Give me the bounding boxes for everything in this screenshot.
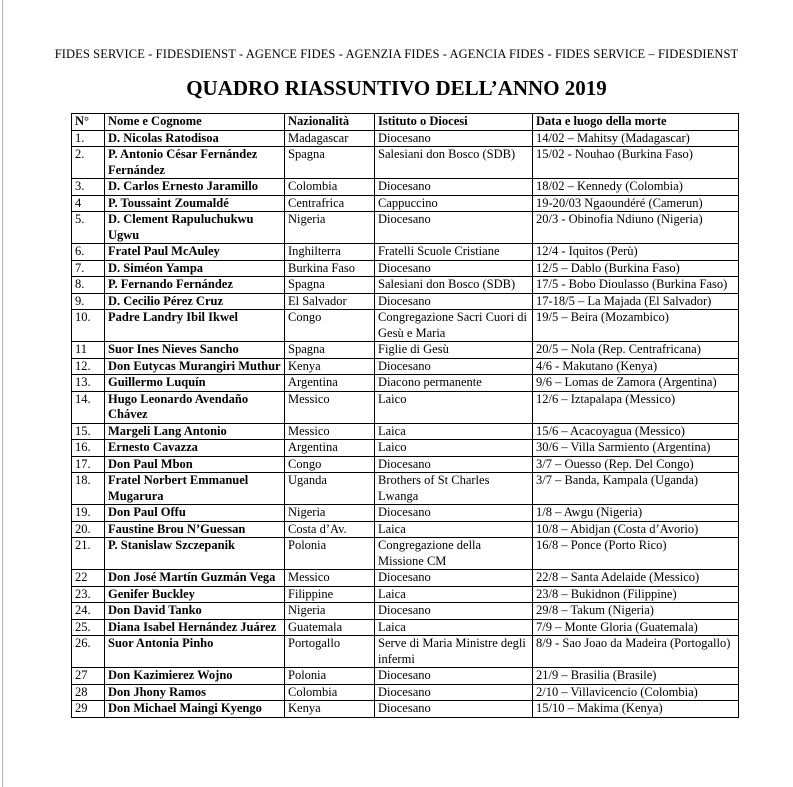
cell-institute: Laica <box>375 423 533 440</box>
column-header-nationality: Nazionalità <box>285 114 375 131</box>
table-row <box>72 244 739 261</box>
cell-nationality: Madagascar <box>285 130 375 147</box>
cell-name: Don José Martín Guzmán Vega <box>105 570 285 587</box>
cell-death: 12/5 – Dablo (Burkina Faso) <box>533 260 739 277</box>
table-row <box>72 538 739 570</box>
cell-name: Don Michael Maingi Kyengo <box>105 701 285 718</box>
cell-number: 2. <box>72 147 105 179</box>
column-header-number: N° <box>72 114 105 131</box>
cell-number: 17. <box>72 456 105 473</box>
cell-name: Don David Tanko <box>105 603 285 620</box>
cell-nationality: Polonia <box>285 538 375 570</box>
table-row <box>72 619 739 636</box>
cell-institute: Laica <box>375 619 533 636</box>
cell-nationality: Argentina <box>285 440 375 457</box>
cell-death: 17/5 - Bobo Dioulasso (Burkina Faso) <box>533 277 739 294</box>
cell-name: Don Eutycas Murangiri Muthur <box>105 358 285 375</box>
cell-death: 19-20/03 Ngaoundéré (Camerun) <box>533 195 739 212</box>
table-row <box>72 310 739 342</box>
cell-name: Don Kazimierez Wojno <box>105 668 285 685</box>
cell-death: 3/7 – Ouesso (Rep. Del Congo) <box>533 456 739 473</box>
cell-number: 7. <box>72 260 105 277</box>
cell-institute: Diocesano <box>375 358 533 375</box>
cell-nationality: Congo <box>285 456 375 473</box>
cell-death: 10/8 – Abidjan (Costa d’Avorio) <box>533 521 739 538</box>
cell-number: 23. <box>72 586 105 603</box>
cell-name: D. Nicolas Ratodisoa <box>105 130 285 147</box>
cell-death: 30/6 – Villa Sarmiento (Argentina) <box>533 440 739 457</box>
table-row <box>72 636 739 668</box>
cell-number: 8. <box>72 277 105 294</box>
cell-nationality: Spagna <box>285 277 375 294</box>
cell-institute: Diocesano <box>375 603 533 620</box>
cell-death: 17-18/5 – La Majada (El Salvador) <box>533 293 739 310</box>
cell-death: 15/02 - Nouhao (Burkina Faso) <box>533 147 739 179</box>
cell-institute: Diocesano <box>375 179 533 196</box>
cell-nationality: Nigeria <box>285 505 375 522</box>
service-line: FIDES SERVICE - FIDESDIENST - AGENCE FIDES - AGENZIA FIDES - AGENCIA FIDES - FIDES SERVICE – FIDESDIENST <box>54 47 739 61</box>
cell-institute: Congregazione della Missione CM <box>375 538 533 570</box>
cell-death: 16/8 – Ponce (Porto Rico) <box>533 538 739 570</box>
cell-nationality: Congo <box>285 310 375 342</box>
cell-institute: Diacono permanente <box>375 375 533 392</box>
cell-name: D. Carlos Ernesto Jaramillo <box>105 179 285 196</box>
cell-nationality: Centrafrica <box>285 195 375 212</box>
cell-number: 28 <box>72 684 105 701</box>
table-row <box>72 130 739 147</box>
cell-number: 16. <box>72 440 105 457</box>
cell-death: 19/5 – Beira (Mozambico) <box>533 310 739 342</box>
cell-death: 8/9 - Sao Joao da Madeira (Portogallo) <box>533 636 739 668</box>
cell-institute: Diocesano <box>375 701 533 718</box>
cell-nationality: Uganda <box>285 473 375 505</box>
cell-name: D. Clement Rapuluchukwu Ugwu <box>105 212 285 244</box>
table-row <box>72 179 739 196</box>
cell-number: 10. <box>72 310 105 342</box>
cell-nationality: Argentina <box>285 375 375 392</box>
cell-number: 1. <box>72 130 105 147</box>
column-header-institute: Istituto o Diocesi <box>375 114 533 131</box>
cell-number: 25. <box>72 619 105 636</box>
cell-name: Don Paul Mbon <box>105 456 285 473</box>
cell-name: D. Cecilio Pérez Cruz <box>105 293 285 310</box>
table-row <box>72 586 739 603</box>
cell-nationality: Polonia <box>285 668 375 685</box>
cell-number: 26. <box>72 636 105 668</box>
cell-institute: Congregazione Sacri Cuori di Gesù e Maria <box>375 310 533 342</box>
cell-name: P. Fernando Fernández <box>105 277 285 294</box>
cell-death: 15/6 – Acacoyagua (Messico) <box>533 423 739 440</box>
cell-death: 4/6 - Makutano (Kenya) <box>533 358 739 375</box>
cell-name: Don Jhony Ramos <box>105 684 285 701</box>
cell-nationality: Spagna <box>285 147 375 179</box>
cell-nationality: Colombia <box>285 684 375 701</box>
cell-name: P. Toussaint Zoumaldé <box>105 195 285 212</box>
cell-name: Padre Landry Ibil Ikwel <box>105 310 285 342</box>
table-row <box>72 440 739 457</box>
cell-number: 11 <box>72 342 105 359</box>
cell-death: 12/6 – Iztapalapa (Messico) <box>533 391 739 423</box>
cell-institute: Diocesano <box>375 130 533 147</box>
cell-death: 20/5 – Nola (Rep. Centrafricana) <box>533 342 739 359</box>
cell-death: 7/9 – Monte Gloria (Guatemala) <box>533 619 739 636</box>
cell-death: 14/02 – Mahitsy (Madagascar) <box>533 130 739 147</box>
cell-number: 29 <box>72 701 105 718</box>
cell-number: 14. <box>72 391 105 423</box>
cell-institute: Serve di Maria Ministre degli infermi <box>375 636 533 668</box>
cell-death: 20/3 - Obinofia Ndiuno (Nigeria) <box>533 212 739 244</box>
cell-name: P. Stanislaw Szczepanik <box>105 538 285 570</box>
table-row <box>72 293 739 310</box>
cell-nationality: Guatemala <box>285 619 375 636</box>
cell-name: Diana Isabel Hernández Juárez <box>105 619 285 636</box>
cell-death: 3/7 – Banda, Kampala (Uganda) <box>533 473 739 505</box>
cell-institute: Diocesano <box>375 293 533 310</box>
table-body <box>72 130 739 717</box>
cell-number: 13. <box>72 375 105 392</box>
cell-name: Suor Ines Nieves Sancho <box>105 342 285 359</box>
cell-number: 3. <box>72 179 105 196</box>
cell-nationality: Colombia <box>285 179 375 196</box>
cell-death: 22/8 – Santa Adelaide (Messico) <box>533 570 739 587</box>
table-row <box>72 391 739 423</box>
cell-name: P. Antonio César Fernández Fernández <box>105 147 285 179</box>
cell-institute: Cappuccino <box>375 195 533 212</box>
table-row <box>72 277 739 294</box>
cell-institute: Diocesano <box>375 684 533 701</box>
table-row <box>72 684 739 701</box>
table-row <box>72 375 739 392</box>
cell-death: 9/6 – Lomas de Zamora (Argentina) <box>533 375 739 392</box>
table-row <box>72 701 739 718</box>
table-row <box>72 212 739 244</box>
cell-nationality: Nigeria <box>285 212 375 244</box>
cell-nationality: Burkina Faso <box>285 260 375 277</box>
cell-nationality: Kenya <box>285 358 375 375</box>
cell-institute: Salesiani don Bosco (SDB) <box>375 147 533 179</box>
table-row <box>72 342 739 359</box>
table-row <box>72 521 739 538</box>
cell-number: 5. <box>72 212 105 244</box>
cell-death: 2/10 – Villavicencio (Colombia) <box>533 684 739 701</box>
cell-institute: Laica <box>375 521 533 538</box>
cell-nationality: Messico <box>285 391 375 423</box>
cell-death: 23/8 – Bukidnon (Filippine) <box>533 586 739 603</box>
cell-nationality: Nigeria <box>285 603 375 620</box>
cell-name: D. Siméon Yampa <box>105 260 285 277</box>
cell-institute: Diocesano <box>375 456 533 473</box>
cell-number: 18. <box>72 473 105 505</box>
cell-nationality: Spagna <box>285 342 375 359</box>
cell-name: Don Paul Offu <box>105 505 285 522</box>
cell-institute: Diocesano <box>375 260 533 277</box>
cell-name: Fratel Norbert Emmanuel Mugarura <box>105 473 285 505</box>
cell-institute: Laico <box>375 391 533 423</box>
cell-name: Margeli Lang Antonio <box>105 423 285 440</box>
table-row <box>72 358 739 375</box>
cell-name: Faustine Brou N’Guessan <box>105 521 285 538</box>
table-row <box>72 668 739 685</box>
cell-number: 9. <box>72 293 105 310</box>
cell-institute: Laica <box>375 586 533 603</box>
cell-name: Ernesto Cavazza <box>105 440 285 457</box>
table-row <box>72 505 739 522</box>
cell-death: 12/4 - Iquitos (Perù) <box>533 244 739 261</box>
cell-number: 4 <box>72 195 105 212</box>
page-left-border <box>2 0 3 787</box>
cell-number: 15. <box>72 423 105 440</box>
table-row <box>72 195 739 212</box>
page-title: QUADRO RIASSUNTIVO DELL’ANNO 2019 <box>186 76 607 100</box>
cell-institute: Diocesano <box>375 570 533 587</box>
cell-number: 19. <box>72 505 105 522</box>
table-row <box>72 260 739 277</box>
cell-nationality: Messico <box>285 570 375 587</box>
cell-nationality: Filippine <box>285 586 375 603</box>
table-row <box>72 456 739 473</box>
cell-institute: Diocesano <box>375 668 533 685</box>
cell-institute: Laico <box>375 440 533 457</box>
cell-death: 21/9 – Brasilia (Brasile) <box>533 668 739 685</box>
cell-number: 24. <box>72 603 105 620</box>
table-row <box>72 423 739 440</box>
cell-nationality: Kenya <box>285 701 375 718</box>
cell-institute: Diocesano <box>375 212 533 244</box>
summary-table <box>71 113 739 718</box>
cell-name: Guillermo Luquín <box>105 375 285 392</box>
cell-death: 18/02 – Kennedy (Colombia) <box>533 179 739 196</box>
cell-nationality: El Salvador <box>285 293 375 310</box>
cell-death: 1/8 – Awgu (Nigeria) <box>533 505 739 522</box>
cell-institute: Fratelli Scuole Cristiane <box>375 244 533 261</box>
cell-number: 12. <box>72 358 105 375</box>
table-row <box>72 603 739 620</box>
column-header-death: Data e luogo della morte <box>533 114 739 131</box>
cell-name: Genifer Buckley <box>105 586 285 603</box>
column-header-name: Nome e Cognome <box>105 114 285 131</box>
cell-name: Suor Antonia Pinho <box>105 636 285 668</box>
cell-number: 21. <box>72 538 105 570</box>
cell-number: 20. <box>72 521 105 538</box>
cell-name: Fratel Paul McAuley <box>105 244 285 261</box>
cell-nationality: Inghilterra <box>285 244 375 261</box>
cell-institute: Salesiani don Bosco (SDB) <box>375 277 533 294</box>
cell-nationality: Messico <box>285 423 375 440</box>
cell-institute: Figlie di Gesù <box>375 342 533 359</box>
cell-death: 15/10 – Makima (Kenya) <box>533 701 739 718</box>
cell-number: 6. <box>72 244 105 261</box>
cell-institute: Brothers of St Charles Lwanga <box>375 473 533 505</box>
cell-institute: Diocesano <box>375 505 533 522</box>
cell-death: 29/8 – Takum (Nigeria) <box>533 603 739 620</box>
table-row <box>72 473 739 505</box>
table-row <box>72 147 739 179</box>
cell-number: 27 <box>72 668 105 685</box>
cell-number: 22 <box>72 570 105 587</box>
cell-nationality: Portogallo <box>285 636 375 668</box>
table-header-row <box>72 114 739 131</box>
table-row <box>72 570 739 587</box>
cell-nationality: Costa d’Av. <box>285 521 375 538</box>
cell-name: Hugo Leonardo Avendaño Chávez <box>105 391 285 423</box>
